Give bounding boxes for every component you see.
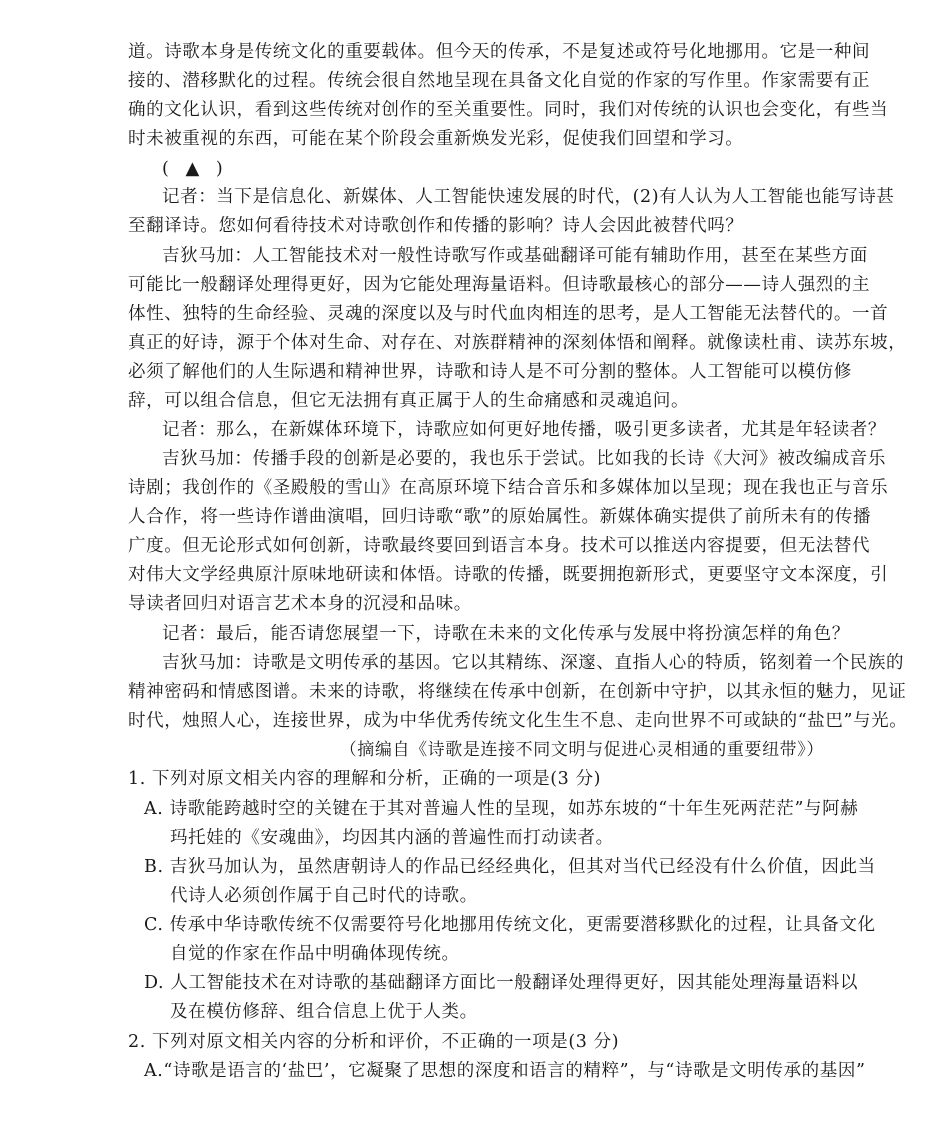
interviewee-answer: 诗剧；我创作的《圣殿般的雪山》在高原环境下结合音乐和多媒体加以呈现；现在我也正与音乐 xyxy=(128,478,889,498)
reporter-question: 记者：当下是信息化、新媒体、人工智能快速发展的时代，(2)有人认为人工智能也能写诗甚 xyxy=(162,187,895,207)
interviewee-answer: 可能比一般翻译处理得更好，因为它能处理海量语料。但诗歌最核心的部分——诗人强烈的主 xyxy=(128,275,871,295)
triangle-icon: ▲ xyxy=(185,158,200,179)
q1-option-d[interactable]: D. 人工智能技术在对诗歌的基础翻译方面比一般翻译处理得更好，因其能处理海量语料以 xyxy=(144,973,859,993)
question-1-stem: 1. 下列对原文相关内容的理解和分析，正确的一项是(3 分) xyxy=(128,769,602,789)
q1-option-d-cont: 及在模仿修辞、组合信息上优于人类。 xyxy=(170,1002,478,1022)
q1-option-b-cont: 代诗人必须创作属于自己时代的诗歌。 xyxy=(170,886,478,906)
interviewee-answer: 导读者回归对语言艺术本身的沉浸和品味。 xyxy=(128,594,472,614)
interviewee-answer: 必须了解他们的人生际遇和精神世界，诗歌和诗人是不可分割的整体。人工智能可以模仿修 xyxy=(128,362,852,382)
passage-line: 接的、潜移默化的过程。传统会很自然地呈现在具备文化自觉的作家的写作里。作家需要有正 xyxy=(128,71,871,91)
interviewee-answer: 精神密码和情感图谱。未来的诗歌，将继续在传承中创新，在创新中守护，以其永恒的魅力，见证 xyxy=(128,682,907,702)
q1-option-c-cont: 自觉的作家在作品中明确体现传统。 xyxy=(170,944,460,964)
question-2-stem: 2. 下列对原文相关内容的分析和评价，不正确的一项是(3 分) xyxy=(128,1032,620,1052)
interviewee-answer: 时代，烛照人心，连接世界，成为中华优秀传统文化生生不息、走向世界不可或缺的“盐巴”与光。 xyxy=(128,711,908,731)
interviewee-answer: 辞，可以组合信息，但它无法拥有真正属于人的生命痛感和灵魂追问。 xyxy=(128,391,690,411)
interviewee-answer: 吉狄马加：传播手段的创新是必要的，我也乐于尝试。比如我的长诗《大河》被改编成音乐 xyxy=(162,449,886,469)
reporter-question: 记者：最后，能否请您展望一下，诗歌在未来的文化传承与发展中将扮演怎样的角色？ xyxy=(162,624,850,644)
q1-option-a-cont: 玛托娃的《安魂曲》，均因其内涵的普遍性而打动读者。 xyxy=(170,828,614,848)
reporter-question: 至翻译诗。您如何看待技术对诗歌创作和传播的影响？诗人会因此被替代吗？ xyxy=(128,216,744,236)
passage-line: 时未被重视的东西，可能在某个阶段会重新焕发光彩，促使我们回望和学习。 xyxy=(128,129,744,149)
q1-option-a[interactable]: A. 诗歌能跨越时空的关键在于其对普遍人性的呈现，如苏东坡的“十年生死两茫茫”与阿赫 xyxy=(144,799,859,819)
interviewee-answer: 广度。但无论形式如何创新，诗歌最终要回到语言本身。技术可以推送内容提要，但无法替代 xyxy=(128,536,871,556)
blank-close-paren: ) xyxy=(215,159,224,179)
q1-option-c[interactable]: C. 传承中华诗歌传统不仅需要符号化地挪用传统文化，更需要潜移默化的过程，让具备文化 xyxy=(144,915,876,935)
interviewee-answer: 对伟大文学经典原汁原味地研读和体悟。诗歌的传播，既要拥抱新形式，更要坚守文本深度，引 xyxy=(128,565,889,585)
question-blank xyxy=(162,154,223,184)
interviewee-answer: 人合作，将一些诗作谱曲演唱，回归诗歌“歌”的原始属性。新媒体确实提供了前所未有的传播 xyxy=(128,507,872,527)
passage-line: 道。诗歌本身是传统文化的重要载体。但今天的传承，不是复述或符号化地挪用。它是一种间 xyxy=(128,42,871,62)
reporter-question: 记者：那么，在新媒体环境下，诗歌应如何更好地传播，吸引更多读者，尤其是年轻读者？ xyxy=(162,420,886,440)
source-citation: （摘编自《诗歌是连接不同文明与促进心灵相通的重要纽带》） xyxy=(339,740,824,760)
passage-line: 确的文化认识，看到这些传统对创作的至关重要性。同时，我们对传统的认识也会变化，有些当 xyxy=(128,100,889,120)
blank-open-paren: ( xyxy=(162,159,170,179)
q2-option-a[interactable]: A.“诗歌是语言的‘盐巴’，它凝聚了思想的深度和语言的精粹”，与“诗歌是文明传承的基因” xyxy=(144,1061,866,1081)
q1-option-b[interactable]: B. 吉狄马加认为，虽然唐朝诗人的作品已经经典化，但其对当代已经没有什么价值，因此当 xyxy=(144,857,876,877)
interviewee-answer: 吉狄马加：人工智能技术对一般性诗歌写作或基础翻译可能有辅助作用，甚至在某些方面 xyxy=(162,246,868,266)
interviewee-answer: 真正的好诗，源于个体对生命、对存在、对族群精神的深刻体悟和阐释。就像读杜甫、读苏东坡， xyxy=(128,333,907,353)
interviewee-answer: 体性、独特的生命经验、灵魂的深度以及与时代血肉相连的思考，是人工智能无法替代的。一首 xyxy=(128,304,889,324)
interviewee-answer: 吉狄马加：诗歌是文明传承的基因。它以其精练、深邃、直指人心的特质，铭刻着一个民族的 xyxy=(162,653,905,673)
